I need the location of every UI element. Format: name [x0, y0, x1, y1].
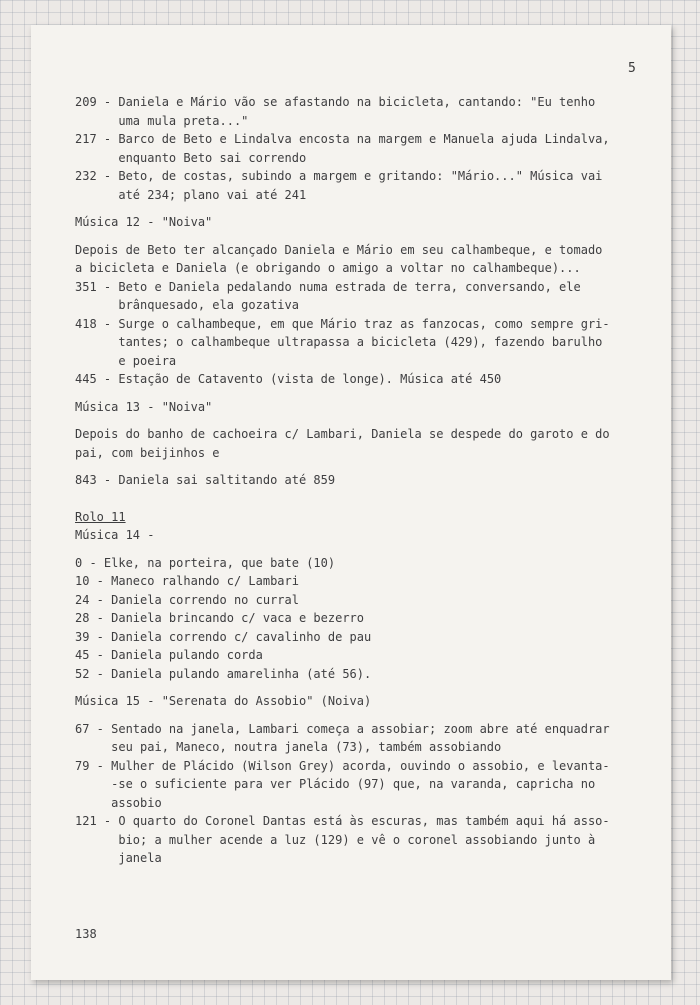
document-body: [75, 93, 635, 868]
list-item: [75, 665, 635, 684]
music-heading-12: Música 12 - "Noiva": [75, 215, 213, 229]
entry-line: Elke, na porteira, que bate (10): [103, 555, 336, 570]
entry-line: seu pai, Maneco, noutra janela (73), também assobiando: [111, 740, 502, 754]
reel-heading: Rolo 11: [75, 509, 126, 524]
music-heading-14: Música 14 -: [75, 528, 155, 542]
entry-line: até 234; plano vai até 241: [118, 187, 307, 202]
entry-line: -se o suficiente para ver Plácido (97) que, na varanda, capricha no: [111, 777, 596, 791]
entry-line: brânquesado, ela gozativa: [118, 298, 299, 312]
entry-line: O quarto do Coronel Dantas está às escuras, mas também aqui há asso-: [118, 814, 610, 828]
entry-line: Surge o calhambeque, em que Mário traz as fanzocas, como sempre gri-: [118, 316, 610, 331]
entry-line: Daniela correndo no curral: [111, 592, 299, 607]
entry-number: 209 -: [75, 95, 119, 109]
list-item: [75, 609, 635, 628]
entry-843: [75, 471, 635, 490]
entry-number: 843 -: [75, 473, 119, 487]
entry-number: 0 -: [75, 555, 104, 570]
entry-line: uma mula preta...": [118, 113, 249, 128]
entry-67: [75, 720, 635, 757]
entry-line: Daniela e Mário vão se afastando na bicicleta, cantando: "Eu tenho: [118, 95, 596, 109]
paragraph-line: Depois de Beto ter alcançado Daniela e Mário em seu calhambeque, e tomado: [75, 242, 603, 257]
entry-number: 10 -: [75, 574, 112, 588]
entry-line: Daniela pulando amarelinha (até 56).: [111, 666, 372, 681]
music-heading-15: Música 15 - "Serenata do Assobio" (Noiva): [75, 694, 372, 708]
entry-number: 232 -: [75, 169, 119, 183]
entry-line: Sentado na janela, Lambari começa a assobiar; zoom abre até enquadrar: [111, 721, 610, 736]
paper-sheet: [31, 25, 671, 980]
list-item: [75, 572, 635, 591]
entry-number: 418 -: [75, 316, 119, 331]
entry-number: 79 -: [75, 758, 112, 773]
entry-line: assobio: [111, 795, 162, 810]
list-item: [75, 554, 635, 573]
entry-418: [75, 315, 635, 371]
page-number: 5: [628, 61, 636, 76]
paragraph-line: pai, com beijinhos e: [75, 445, 220, 460]
music-heading-13: Música 13 - "Noiva": [75, 399, 213, 414]
entry-line: Daniela brincando c/ vaca e bezerro: [111, 611, 364, 625]
entry-line: Daniela pulando corda: [111, 648, 263, 662]
list-item: [75, 591, 635, 610]
entry-line: tantes; o calhambeque ultrapassa a bicicleta (429), fazendo barulho: [118, 335, 603, 349]
list-item: [75, 628, 635, 647]
entry-line: Maneco ralhando c/ Lambari: [111, 574, 299, 588]
entry-line: Barco de Beto e Lindalva encosta na margem e Manuela ajuda Lindalva,: [118, 132, 610, 146]
entry-number: 67 -: [75, 721, 112, 736]
entry-line: enquanto Beto sai correndo: [118, 150, 307, 165]
entry-number: 52 -: [75, 666, 112, 681]
entry-line: Beto e Daniela pedalando numa estrada de terra, conversando, ele: [118, 279, 581, 294]
entry-line: Beto, de costas, subindo a margem e gritando: "Mário..." Música vai: [118, 169, 603, 183]
entry-number: 24 -: [75, 592, 112, 607]
entry-121: [75, 812, 635, 868]
paragraph-line: Depois do banho de cachoeira c/ Lambari, Daniela se despede do garoto e do: [75, 427, 610, 441]
entry-line: Daniela sai saltitando até 859: [118, 473, 336, 487]
entry-445: [75, 370, 635, 389]
entry-217: [75, 130, 635, 167]
entry-209: [75, 93, 635, 130]
entry-line: Estação de Catavento (vista de longe). Música até 450: [118, 372, 502, 386]
entry-line: janela: [118, 851, 162, 865]
entry-line: e poeira: [118, 353, 177, 368]
list-item: [75, 646, 635, 665]
entry-number: 217 -: [75, 132, 119, 146]
entry-number: 445 -: [75, 372, 119, 386]
entry-79: [75, 757, 635, 813]
entry-number: 39 -: [75, 629, 112, 644]
entry-number: 351 -: [75, 279, 119, 294]
entry-351: [75, 278, 635, 315]
entry-number: 121 -: [75, 814, 119, 828]
entry-number: 45 -: [75, 648, 112, 662]
entry-line: Mulher de Plácido (Wilson Grey) acorda, ouvindo o assobio, e levanta-: [111, 758, 610, 773]
entry-line: bio; a mulher acende a luz (129) e vê o coronel assobiando junto à: [118, 832, 596, 847]
entry-232: [75, 167, 635, 204]
continuation-number: 138: [75, 927, 97, 941]
entry-line: Daniela correndo c/ cavalinho de pau: [111, 629, 372, 644]
paragraph-line: a bicicleta e Daniela (e obrigando o amigo a voltar no calhambeque)...: [75, 261, 581, 275]
entry-number: 28 -: [75, 611, 112, 625]
